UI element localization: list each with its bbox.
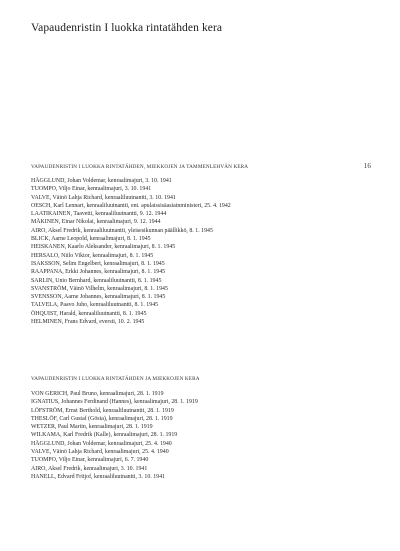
list-item: WILKAMA, Karl Fredrik (Kalle), kenraalimajuri, 28. 1. 1919	[31, 432, 178, 439]
list-item: TUOMPO, Viljo Einar, kenraalimajuri, 3. 10. 1941	[31, 186, 152, 193]
page-title: Vapaudenristin I luokka rintatähden kera	[31, 22, 223, 34]
list-item: RAAPPANA, Erkki Johannes, kenraalimajuri, 8. 1. 1945	[31, 269, 166, 276]
list-item: IGNATIUS, Johannes Ferdinand (Hannes), kenraalimajuri, 28. 1. 1919	[31, 399, 198, 406]
list-item: TUOMPO, Viljo Einar, kenraalimajuri, 6. 7. 1940	[31, 457, 149, 464]
section-heading	[31, 162, 371, 170]
list-item: MÄKINEN, Einar Nikolai, kenraalimajuri, 9. 12. 1944	[31, 219, 161, 226]
list-item: SVENSSON, Aarne Johannes, kenraalimajuri, 8. 1. 1945	[31, 294, 166, 301]
list-item: WETZER, Paul Martin, kenraalimajuri, 28. 1. 1919	[31, 424, 153, 431]
list-item: LÖFSTRÖM, Ernst Berthold, kenraaliluutnantti, 28. 1. 1919	[31, 407, 174, 414]
list-item: HELMINEN, Frans Edvard, eversti, 10. 2. 1945	[31, 319, 145, 326]
page-number: 16	[363, 162, 371, 170]
list-item: SARLIN, Unio Bernhard, kenraaliluutnantti, 8. 1. 1945	[31, 277, 162, 284]
list-item: VALVE, Väinö Lahja Richard, kenraaliluutnantti, 3. 10. 1941	[31, 194, 176, 201]
list-item: TALVELA, Paavo Juho, kenraaliluutnantti, 8. 1. 1945	[31, 302, 159, 309]
recipient-list	[31, 177, 381, 326]
list-item: SVANSTRÖM, Väinö Vilhelm, kenraalimajuri, 8. 1. 1945	[31, 285, 168, 292]
recipient-list	[31, 390, 381, 481]
list-item: HÄGGLUND, Johan Voldemar, kenraalimajuri, 3. 10. 1941	[31, 178, 172, 184]
section-heading-text: VAPAUDENRISTIN I LUOKKA RINTATÄHDEN, MIEKKOJEN JA TAMMENLEHVÄN KERA	[31, 164, 249, 170]
section-heading	[31, 376, 371, 382]
list-item: HÄGGLUND, Johan Voldemar, kenraalimajuri, 25. 4. 1940	[31, 440, 172, 447]
list-item: BLICK, Aarne Leopold, kenraalimajuri, 8. 1. 1945	[31, 236, 151, 243]
list-item: ÖHQUIST, Harald, kenraaliluutnantti, 8. 1. 1945	[31, 310, 147, 317]
list-item: HANELL, Edvard Fritjof, kenraaliluutnantti, 3. 10. 1941	[31, 473, 165, 480]
list-item: HERSALO, Niilo Viktor, kenraalimajuri, 8. 1. 1945	[31, 252, 154, 259]
list-item: AIRO, Aksel Fredrik, kenraaliluutnantti, yleisesikunnan päällikkö, 8. 1. 1945	[31, 227, 213, 234]
list-item: AIRO, Aksel Fredrik, kenraalimajuri, 3. 10. 1941	[31, 465, 148, 472]
list-item: LAATIKAINEN, Taavetti, kenraaliluutnantti, 9. 12. 1944	[31, 211, 167, 218]
list-item: HEISKANEN, Kaarlo Aleksander, kenraalimajuri, 8. 1. 1945	[31, 244, 176, 251]
list-item: VALVE, Väinö Lahja Richard, kenraalimajuri, 25. 4. 1940	[31, 449, 169, 456]
list-item: VON GERICH, Paul Bruno, kenraalimajuri, 28. 1. 1919	[31, 391, 164, 397]
list-item: OESCH, Karl Lennart, kenraaliluutnantti, ent. apulaissisäasiainministeri, 25. 4. 1942	[31, 202, 231, 209]
list-item: ISAKSSON, Selim Engelbert, kenraalimajuri, 8. 1. 1945	[31, 260, 165, 267]
section-heading-text: VAPAUDENRISTIN I LUOKKA RINTATÄHDEN JA MIEKKOJEN KERA	[31, 376, 200, 382]
list-item: THESLÖF, Carl Gustaf (Gösta), kenraalimajuri, 28. 1. 1919	[31, 415, 173, 422]
